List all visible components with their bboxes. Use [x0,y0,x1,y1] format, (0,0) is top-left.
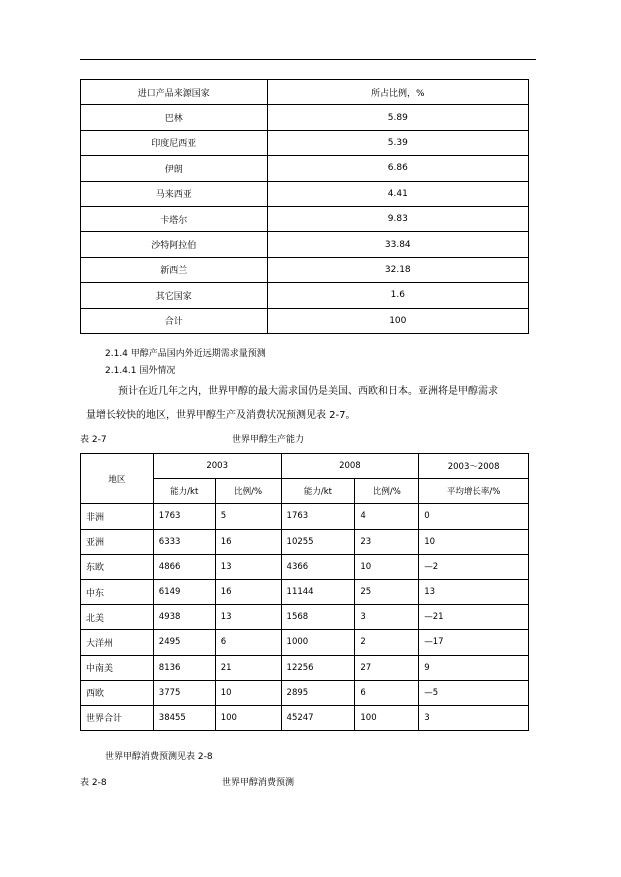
capacity-2008-cell: 10255 [281,529,355,554]
growth-cell: 13 [419,579,529,604]
col-header-growth: 平均增长率/% [419,479,529,504]
growth-cell: 3 [419,705,529,730]
country-cell: 马来西亚 [81,181,268,206]
ratio-2008-cell: 10 [355,554,419,579]
capacity-2003-cell: 3775 [153,680,215,705]
col-header-region: 地区 [81,454,154,504]
growth-cell: 9 [419,655,529,680]
ratio-2003-cell: 100 [215,705,281,730]
ratio-2008-cell: 6 [355,680,419,705]
table-row [81,308,529,333]
country-cell: 卡塔尔 [81,206,268,231]
capacity-2003-cell: 8136 [153,655,215,680]
ratio-2008-cell: 23 [355,529,419,554]
ratio-2003-cell: 16 [215,579,281,604]
section-heading: 2.1.4 甲醇产品国内外近远期需求量预测 [105,349,266,359]
table-row [81,257,529,282]
ratio-2008-cell: 25 [355,579,419,604]
table-row [81,579,529,604]
share-cell: 33.84 [267,232,528,257]
growth-cell: 0 [419,504,529,529]
table-row [81,504,529,529]
share-cell: 4.41 [267,181,528,206]
region-cell: 亚洲 [81,529,154,554]
ratio-2008-cell: 2 [355,630,419,655]
table-2-7-title: 世界甲醇生产能力 [232,435,305,445]
share-cell: 6.86 [267,156,528,181]
capacity-2003-cell: 6149 [153,579,215,604]
col-header-capacity-2008: 能力/kt [281,479,355,504]
growth-cell: —5 [419,680,529,705]
ratio-2003-cell: 10 [215,680,281,705]
country-cell: 伊朗 [81,156,268,181]
growth-cell: —21 [419,605,529,630]
capacity-2003-cell: 2495 [153,630,215,655]
region-cell: 世界合计 [81,705,154,730]
capacity-2003-cell: 38455 [153,705,215,730]
capacity-2003-cell: 4866 [153,554,215,579]
capacity-2003-cell: 4938 [153,605,215,630]
region-cell: 西欧 [81,680,154,705]
country-cell: 巴林 [81,105,268,130]
country-cell: 印度尼西亚 [81,130,268,155]
capacity-2008-cell: 4366 [281,554,355,579]
table-row [81,232,529,257]
capacity-2003-cell: 1763 [153,504,215,529]
table-row [81,680,529,705]
country-cell: 其它国家 [81,283,268,308]
ratio-2003-cell: 16 [215,529,281,554]
table-row [81,605,529,630]
ratio-2008-cell: 27 [355,655,419,680]
table-row [81,283,529,308]
growth-cell: —2 [419,554,529,579]
share-cell: 5.89 [267,105,528,130]
region-cell: 非洲 [81,504,154,529]
paragraph-line-1: 预计在近几年之内，世界甲醇的最大需求国仍是美国、西欧和日本。亚洲将是甲醇需求 [118,386,498,397]
region-cell: 中南美 [81,655,154,680]
share-cell: 32.18 [267,257,528,282]
page-top-rule [80,59,536,60]
region-cell: 北美 [81,605,154,630]
ratio-2003-cell: 21 [215,655,281,680]
col-header-share: 所占比例，% [267,80,528,105]
region-cell: 大洋州 [81,630,154,655]
table-row [81,105,529,130]
table-row [81,655,529,680]
subsection-heading: 2.1.4.1 国外情况 [105,366,176,376]
table-2-8-label: 表 2-8 [80,778,107,788]
share-cell: 100 [267,308,528,333]
ratio-2003-cell: 13 [215,554,281,579]
capacity-2003-cell: 6333 [153,529,215,554]
col-header-ratio-2003: 比例/% [215,479,281,504]
ratio-2003-cell: 5 [215,504,281,529]
col-header-year-2003: 2003 [153,454,281,479]
col-header-ratio-2008: 比例/% [355,479,419,504]
capacity-2008-cell: 11144 [281,579,355,604]
table-row [81,181,529,206]
region-cell: 东欧 [81,554,154,579]
table-header-row [81,80,529,105]
paragraph-line-2: 量增长较快的地区，世界甲醇生产及消费状况预测见表 2-7。 [86,410,356,421]
capacity-2008-cell: 1763 [281,504,355,529]
table-row [81,156,529,181]
region-cell: 中东 [81,579,154,604]
import-source-table [80,79,529,334]
capacity-2008-cell: 45247 [281,705,355,730]
table-2-8-title: 世界甲醇消费预测 [222,778,295,788]
col-header-year-2008: 2008 [281,454,419,479]
col-header-country: 进口产品来源国家 [81,80,268,105]
capacity-2008-cell: 1000 [281,630,355,655]
table-row [81,206,529,231]
col-header-capacity-2003: 能力/kt [153,479,215,504]
share-cell: 9.83 [267,206,528,231]
growth-cell: —17 [419,630,529,655]
country-cell: 合计 [81,308,268,333]
table-2-8-note: 世界甲醇消费预测见表 2-8 [105,752,213,762]
ratio-2008-cell: 100 [355,705,419,730]
table-row [81,630,529,655]
table-row [81,705,529,730]
table-row [81,130,529,155]
country-cell: 新西兰 [81,257,268,282]
ratio-2003-cell: 6 [215,630,281,655]
ratio-2008-cell: 3 [355,605,419,630]
growth-cell: 10 [419,529,529,554]
share-cell: 5.39 [267,130,528,155]
col-header-period: 2003～2008 [419,454,529,479]
table-row [81,529,529,554]
share-cell: 1.6 [267,283,528,308]
capacity-2008-cell: 1568 [281,605,355,630]
ratio-2003-cell: 13 [215,605,281,630]
ratio-2008-cell: 4 [355,504,419,529]
table-2-7-label: 表 2-7 [80,435,107,445]
methanol-capacity-table [80,453,529,731]
table-row [81,554,529,579]
country-cell: 沙特阿拉伯 [81,232,268,257]
capacity-2008-cell: 2895 [281,680,355,705]
capacity-2008-cell: 12256 [281,655,355,680]
